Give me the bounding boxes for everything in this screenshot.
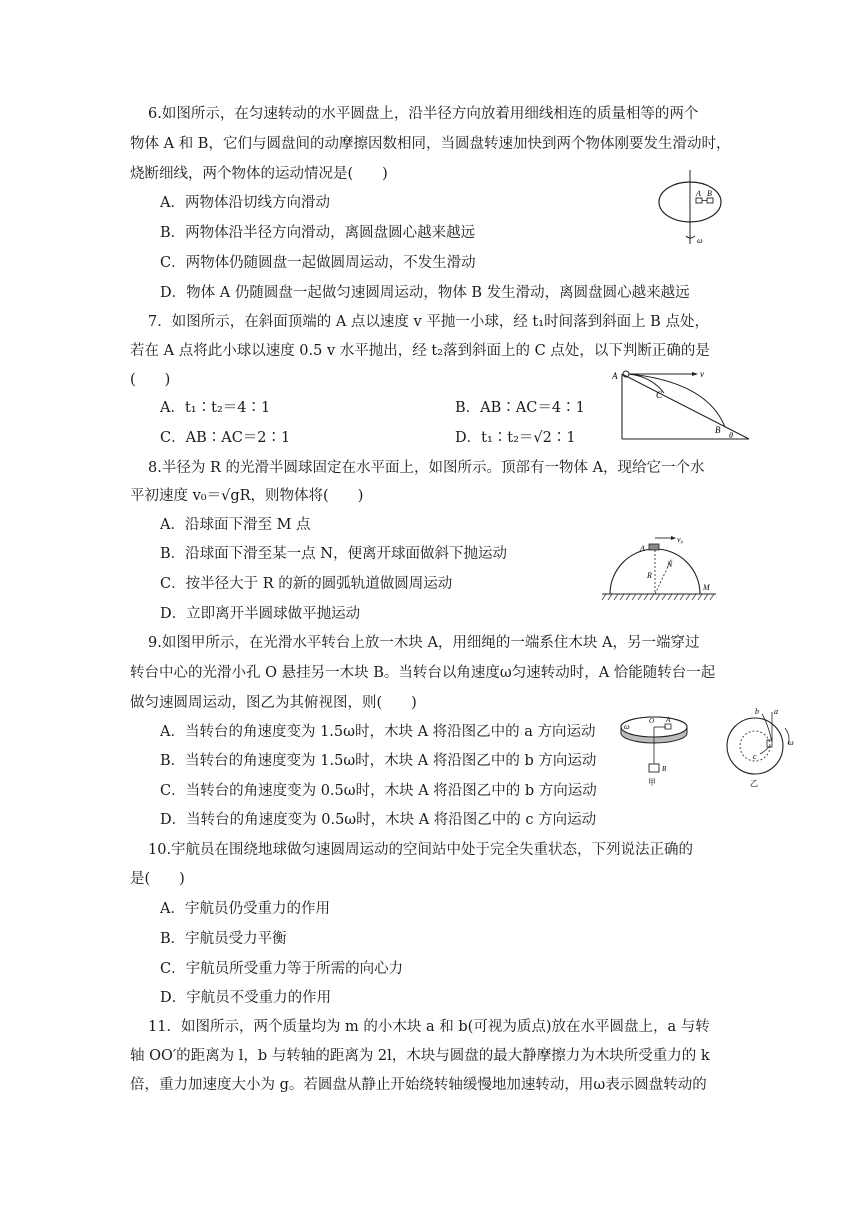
- q8-option-d: D．立即离开半圆球做平抛运动: [160, 606, 361, 622]
- q9-option-a: A．当转台的角速度变为 1.5ω时，木块 A 将沿图乙中的 a 方向运动: [160, 724, 596, 740]
- q7-stem-line3: ( ): [130, 372, 171, 388]
- q6-stem-line2: 物体 A 和 B，它们与圆盘间的动摩擦因数相同，当圆盘转速加快到两个物体刚要发生滑动时，: [130, 136, 731, 152]
- q11-stem-line1: 11．如图所示，两个质量均为 m 的小木块 a 和 b(可视为质点)放在水平圆盘上，a 与转: [148, 1019, 710, 1035]
- q9-stem-line1: 9.如图甲所示，在光滑水平转台上放一木块 A，用细绳的一端系住木块 A，另一端穿过: [148, 635, 700, 651]
- q7-option-b: B．AB∶AC＝4∶1: [455, 400, 585, 416]
- q7-fig-label-b: B: [715, 425, 721, 435]
- q6-fig-label-a: A: [696, 189, 701, 198]
- q7-stem-line1: 7．如图所示，在斜面顶端的 A 点以速度 v 平抛一小球，经 t₁时间落到斜面上 B 点处，: [148, 314, 709, 330]
- q7-stem-line2: 若在 A 点将此小球以速度 0.5 v 水平抛出，经 t₂落到斜面上的 C 点处，以下判断正确的是: [130, 343, 710, 359]
- q6-figure-rotating-disk: [655, 170, 735, 250]
- q6-option-c: C．两物体仍随圆盘一起做圆周运动，不发生滑动: [160, 255, 476, 271]
- q6-stem-line3: 烧断细线，两个物体的运动情况是( ): [130, 166, 388, 182]
- q7-fig-label-v: v: [700, 369, 704, 379]
- q7-fig-label-theta: θ: [729, 431, 733, 440]
- q9-figure-yi: [722, 702, 800, 790]
- q8-option-b: B．沿球面下滑至某一点 N，便离开球面做斜下抛运动: [160, 546, 507, 562]
- q9-figure-jia: [618, 710, 694, 788]
- q7-figure-incline: [612, 362, 752, 444]
- q6-fig-label-omega: ω: [697, 236, 703, 245]
- q6-fig-label-b: B: [707, 189, 712, 198]
- q8-figure-hemisphere: [600, 532, 718, 604]
- q9-stem-line2: 转台中心的光滑小孔 O 悬挂另一木块 B。当转台以角速度ω匀速转动时，A 恰能随转台一起: [130, 665, 716, 681]
- q8-fig-label-a: A: [640, 544, 645, 553]
- q8-fig-label-v0: v₀: [677, 535, 684, 544]
- q6-option-a: A．两物体沿切线方向滑动: [160, 195, 330, 211]
- q7-fig-label-c: C: [656, 390, 663, 400]
- q9-yi-label-a: a: [774, 707, 778, 716]
- q9-yi-caption: 乙: [750, 779, 758, 788]
- q10-option-d: D．宇航员不受重力的作用: [160, 990, 332, 1006]
- q8-stem-line2: 平初速度 v₀＝√gR，则物体将( ): [130, 488, 364, 504]
- q7-option-c: C．AB∶AC＝2∶1: [160, 430, 291, 446]
- q9-option-c: C．当转台的角速度变为 0.5ω时，木块 A 将沿图乙中的 b 方向运动: [160, 783, 597, 799]
- q9-yi-label-c: c: [753, 752, 757, 761]
- q9-jia-label-a: A: [666, 716, 671, 724]
- q7-fig-label-a: A: [612, 371, 618, 381]
- q8-option-a: A．沿球面下滑至 M 点: [160, 517, 311, 533]
- q10-stem-line2: 是( ): [130, 871, 185, 887]
- q8-fig-label-r: R: [647, 571, 652, 580]
- q7-option-d: D．t₁∶t₂＝√2∶1: [455, 430, 576, 446]
- q8-option-c: C．按半径大于 R 的新的圆弧轨道做圆周运动: [160, 576, 453, 592]
- q9-option-b: B．当转台的角速度变为 1.5ω时，木块 A 将沿图乙中的 b 方向运动: [160, 753, 597, 769]
- q8-stem-line1: 8.半径为 R 的光滑半圆球固定在水平面上，如图所示。顶部有一物体 A，现给它一个水: [148, 460, 705, 476]
- q9-jia-label-omega: ω: [624, 722, 630, 731]
- q10-option-a: A．宇航员仍受重力的作用: [160, 901, 330, 917]
- q11-stem-line3: 倍，重力加速度大小为 g。若圆盘从静止开始绕转轴缓慢地加速转动，用ω表示圆盘转动的: [130, 1077, 707, 1093]
- q8-fig-label-m: M: [703, 583, 710, 592]
- q9-yi-label-omega: ω: [788, 738, 794, 747]
- q6-option-b: B．两物体沿半径方向滑动，离圆盘圆心越来越远: [160, 225, 476, 241]
- q9-jia-label-o: O: [649, 717, 655, 725]
- q9-stem-line3: 做匀速圆周运动，图乙为其俯视图，则( ): [130, 695, 417, 711]
- q10-option-c: C．宇航员所受重力等于所需的向心力: [160, 961, 404, 977]
- q9-jia-label-b: B: [662, 765, 667, 773]
- q6-option-d: D．物体 A 仍随圆盘一起做匀速圆周运动，物体 B 发生滑动，离圆盘圆心越来越远: [160, 285, 690, 301]
- q9-option-d: D．当转台的角速度变为 0.5ω时，木块 A 将沿图乙中的 c 方向运动: [160, 812, 597, 828]
- q9-yi-label-b: b: [755, 707, 759, 716]
- q7-option-a: A．t₁∶t₂＝4∶1: [160, 400, 271, 416]
- q8-fig-label-n: N: [667, 560, 673, 569]
- q9-jia-caption: 甲: [648, 778, 656, 787]
- q10-stem-line1: 10.宇航员在围绕地球做匀速圆周运动的空间站中处于完全失重状态，下列说法正确的: [148, 842, 694, 858]
- q11-stem-line2: 轴 OO′的距离为 l，b 与转轴的距离为 2l，木块与圆盘的最大静摩擦力为木块所受重力的 k: [130, 1048, 710, 1064]
- q10-option-b: B．宇航员受力平衡: [160, 931, 287, 947]
- q6-stem-line1: 6.如图所示，在匀速转动的水平圆盘上，沿半径方向放着用细线相连的质量相等的两个: [148, 106, 699, 122]
